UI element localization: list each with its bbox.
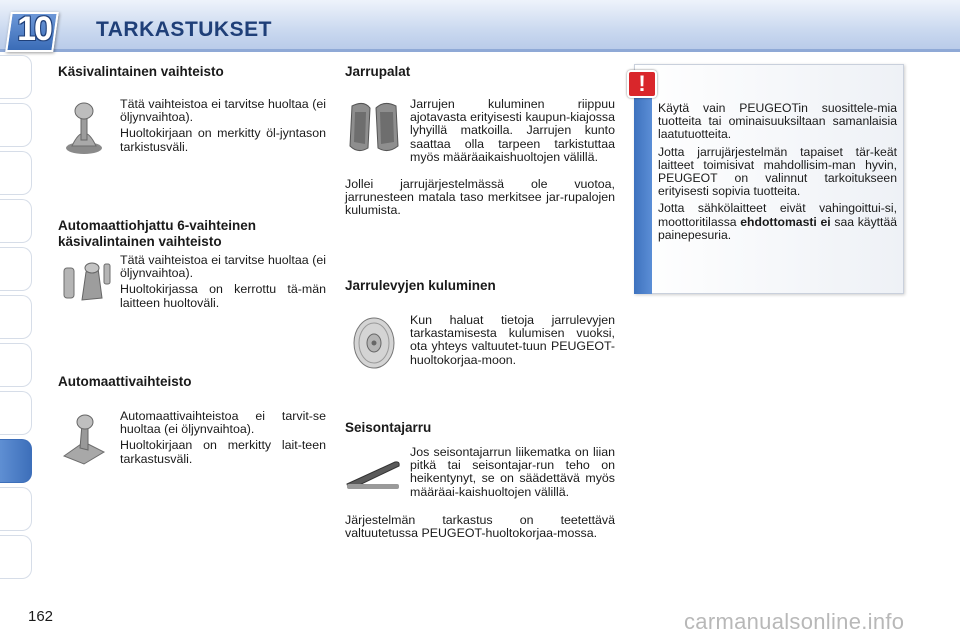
- brake-pads-p2: Jollei jarrujärjestelmässä ole vuotoa, jarrunesteen matala taso merkitsee jar-rupalojen kulumista.: [345, 177, 615, 218]
- auto6-text: [120, 254, 326, 313]
- brake-pads-heading: Jarrupalat: [345, 64, 411, 79]
- chapter-tab[interactable]: [0, 391, 32, 435]
- manual-gearbox-p2: Huoltokirjaan on merkitty öl-jyntason tarkistusväli.: [120, 126, 326, 154]
- warning-p3-end: saa käyttää painepesuria.: [658, 214, 897, 242]
- warning-p3-emphasis: ehdottomasti ei: [740, 214, 831, 229]
- automatic-selector-icon: [60, 412, 108, 466]
- manual-gear-lever-icon: [62, 100, 106, 156]
- automatic-gearbox-heading: Automaattivaihteisto: [58, 374, 192, 389]
- chapter-tab-active[interactable]: [0, 439, 32, 483]
- automatic-gearbox-text: [120, 410, 326, 469]
- auto6-p2: Huoltokirjassa on kerrottu tä-män laitteen huoltoväli.: [120, 282, 326, 310]
- brake-pads-icon: [346, 98, 400, 158]
- automatic-gearbox-p1: Automaattivaihteistoa ei tarvit-se huoltaa (ei öljynvaihtoa).: [120, 409, 326, 437]
- manual-gearbox-heading: Käsivalintainen vaihteisto: [58, 64, 224, 79]
- parking-brake-heading: Seisontajarru: [345, 420, 432, 435]
- warning-p3-start: Jotta sähkölaitteet eivät vahingoittui-si, moottoritilassa: [658, 201, 897, 229]
- auto6-heading-line1: Automaattiohjattu 6-vaihteinen: [58, 218, 257, 233]
- automatic-gearbox-p2: Huoltokirjaan on merkitty lait-teen tarkastusväli.: [120, 438, 326, 466]
- chapter-tab[interactable]: [0, 151, 32, 195]
- parking-brake-lever-icon: [345, 454, 401, 492]
- brake-discs-p1: Kun haluat tietoja jarrulevyjen tarkastamisesta kulumisen vuoksi, ota yhteys valtuutet-tuun PEUGEOT-huoltokorjaa-moon.: [410, 313, 615, 367]
- chapter-tab[interactable]: [0, 199, 32, 243]
- auto6-heading-line2: käsivalintainen vaihteisto: [58, 234, 222, 249]
- warning-exclamation-icon: !: [627, 70, 657, 98]
- warning-panel-bar: [634, 84, 652, 294]
- chapter-tab[interactable]: [0, 103, 32, 147]
- chapter-tab[interactable]: [0, 487, 32, 531]
- chapter-tab[interactable]: [0, 535, 32, 579]
- watermark: carmanualsonline.info: [684, 609, 905, 634]
- page-number: 162: [28, 608, 54, 625]
- warning-p1: Käytä vain PEUGEOTin suosittele-mia tuotteita tai ominaisuuksiltaan samanlaisia laatutuotteita.: [658, 101, 897, 142]
- chapter-tab[interactable]: [0, 247, 32, 291]
- brake-disc-icon: [350, 316, 398, 370]
- auto6-p1: Tätä vaihteistoa ei tarvitse huoltaa (ei öljynvaihtoa).: [120, 253, 326, 281]
- parking-brake-p2: Järjestelmän tarkastus on teetettävä valtuutetussa PEUGEOT-huoltokorjaa-mossa.: [345, 513, 615, 541]
- chapter-number: 10: [17, 10, 51, 48]
- parking-brake-p1: Jos seisontajarrun liikematka on liian pitkä tai seisontajar-run teho on heikentynyt, se on säädettävä myös määräai-kaishuoltojen välillä.: [410, 445, 615, 499]
- warning-p2: Jotta jarrujärjestelmän tapaiset tär-keät laitteet toimisivat mahdollisim-man hyvin, PEUGEOT on valinnut tarkoitukseen erityisesti sopivia tuotteita.: [658, 144, 897, 199]
- auto6-heading: [58, 218, 256, 250]
- chapter-tab[interactable]: [0, 55, 32, 99]
- chapter-tab[interactable]: [0, 295, 32, 339]
- chapter-tabs: [0, 55, 34, 585]
- chapter-tab[interactable]: [0, 343, 32, 387]
- brake-discs-heading: Jarrulevyjen kuluminen: [345, 278, 496, 293]
- manual-gearbox-p1: Tätä vaihteistoa ei tarvitse huoltaa (ei öljynvaihtoa).: [120, 97, 326, 125]
- paddle-shifter-icon: [58, 258, 114, 308]
- manual-gearbox-text: [120, 98, 326, 157]
- brake-pads-p1: Jarrujen kuluminen riippuu ajotavasta erityisesti kaupun-kiajossa lyhyillä matkoilla. Jarrujen kunto saattaa olla tarpeen tarkistuttaa myös määräaikaishuoltojen välillä.: [410, 97, 615, 164]
- warning-p3: [658, 202, 897, 242]
- warning-text: [658, 102, 897, 246]
- chapter-title: TARKASTUKSET: [96, 18, 272, 41]
